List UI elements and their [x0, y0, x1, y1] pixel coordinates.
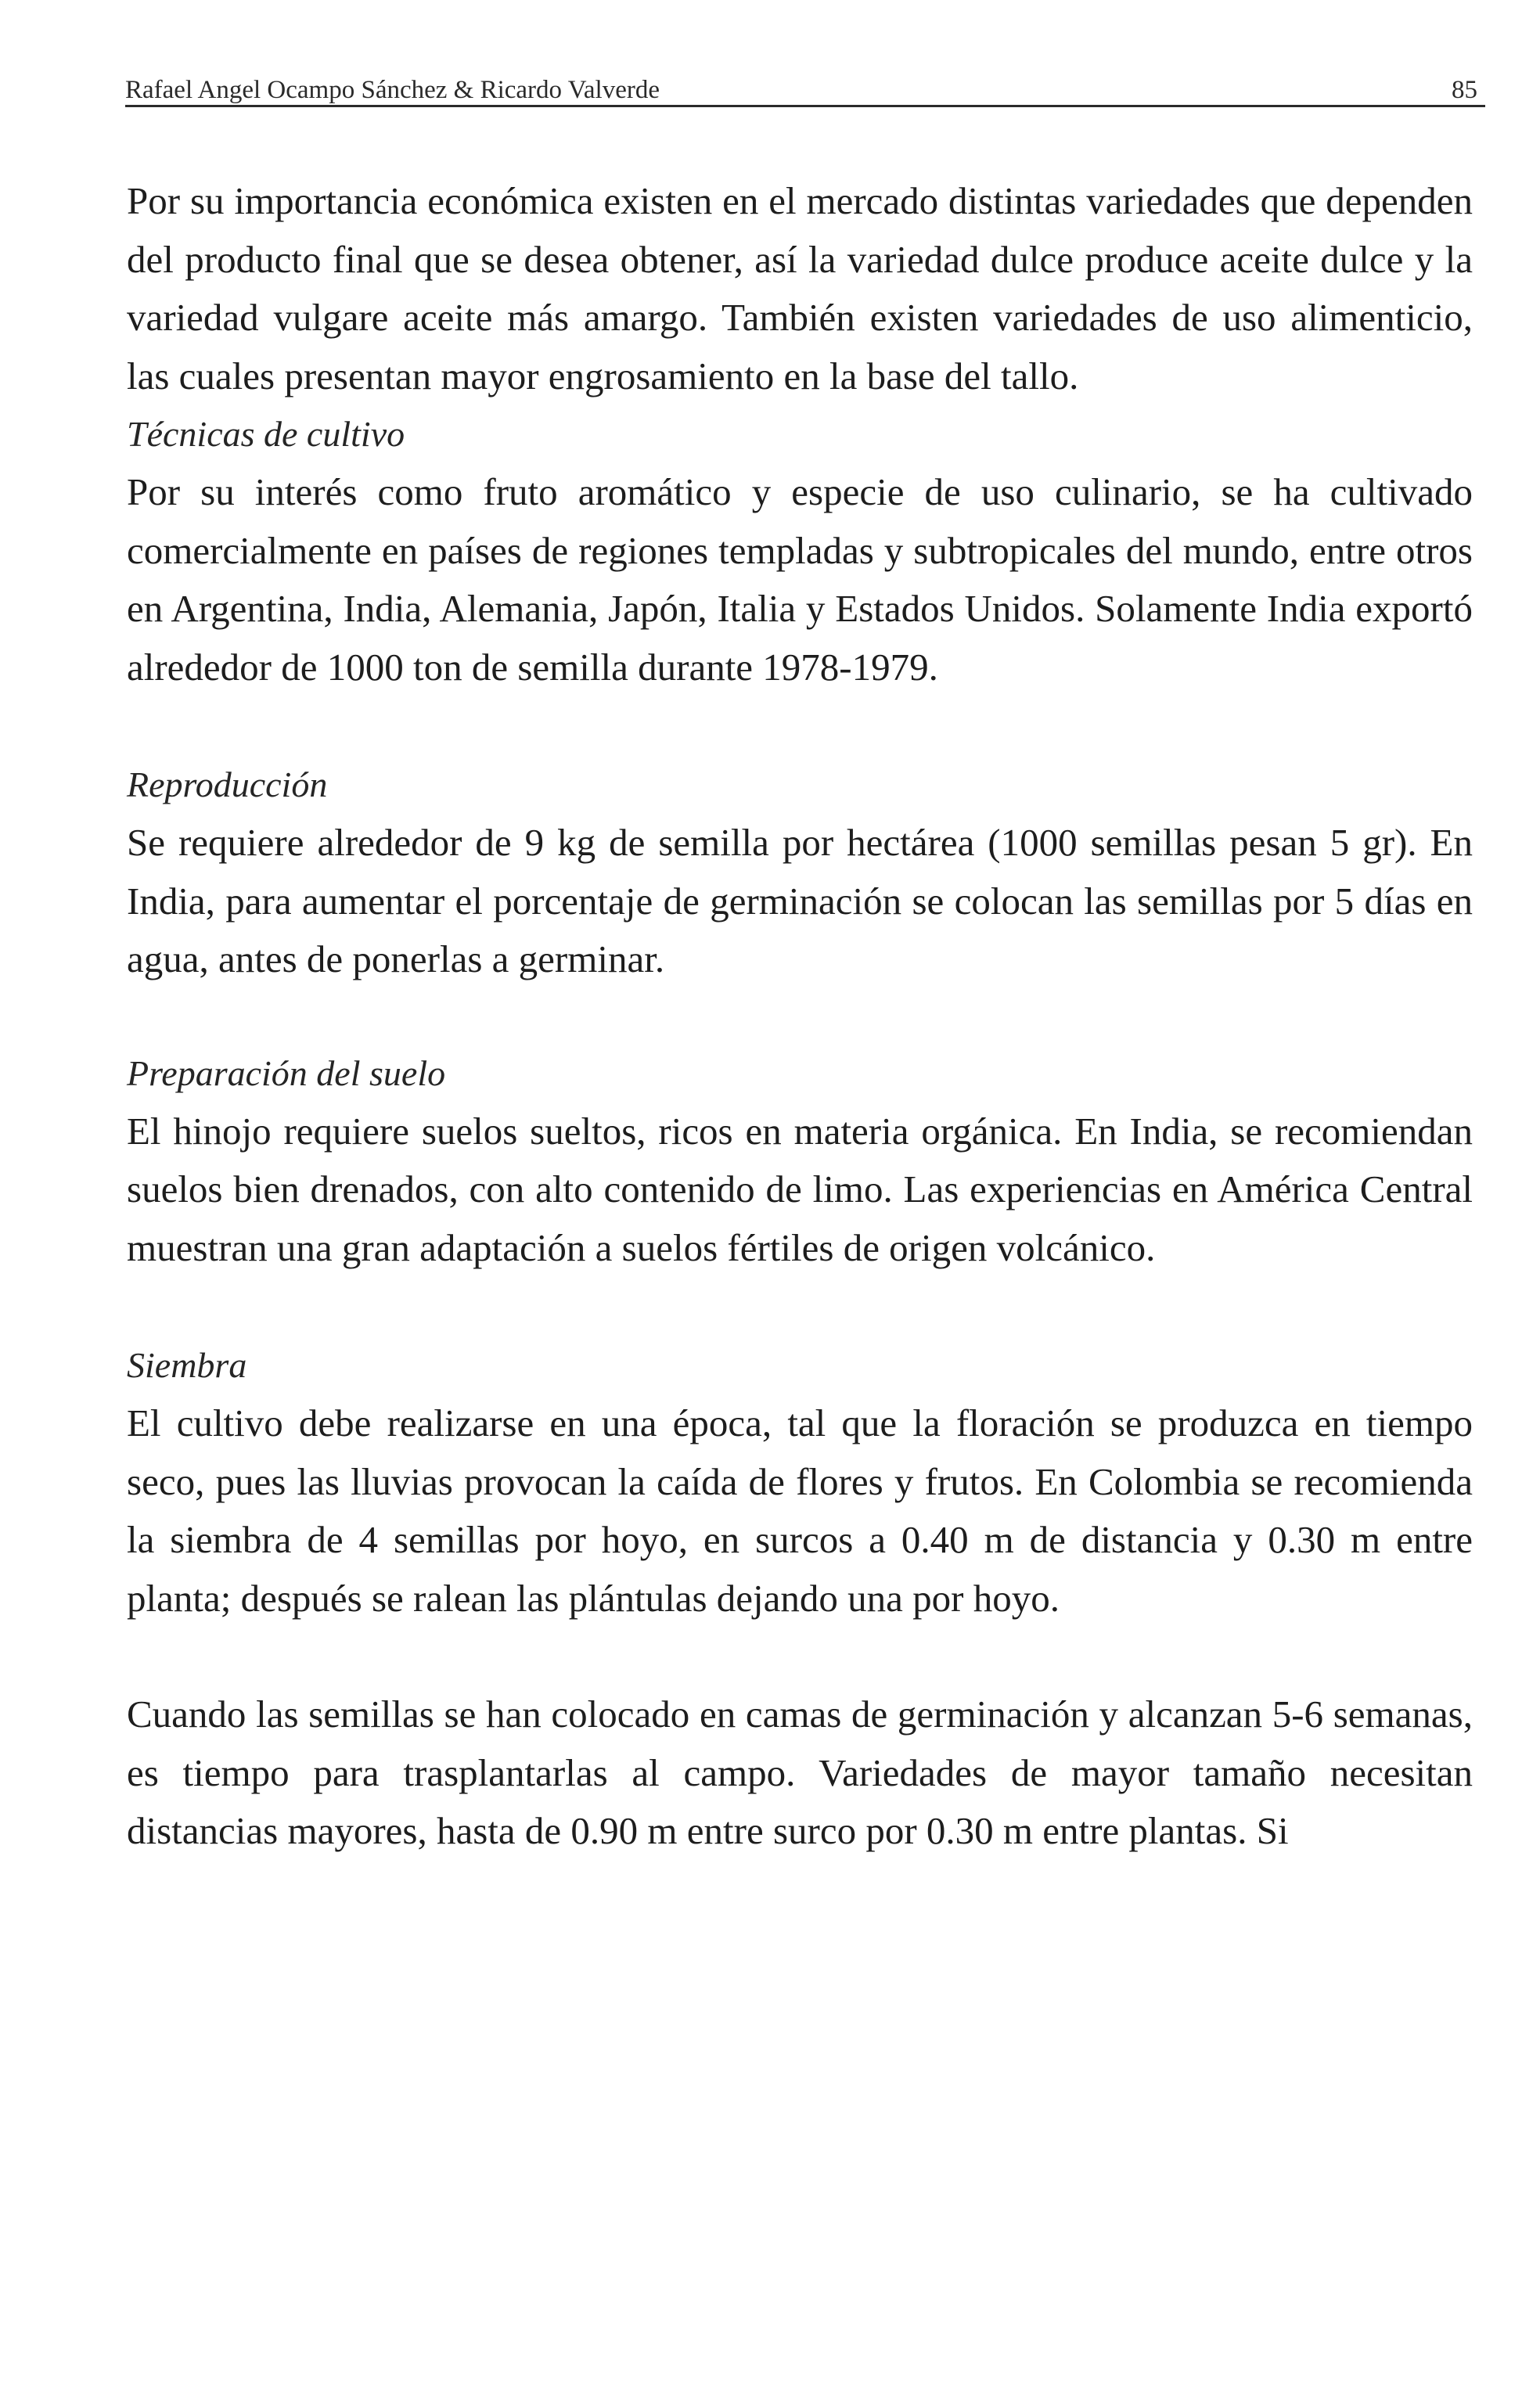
- section-preparacion-del-suelo: [127, 1045, 1473, 1278]
- section-paragraph: El cultivo debe realizarse en una época, tal que la floración se produzca en tiempo seco, pues las lluvias provocan la caída de flores y frutos. En Colombia se recomienda la siembra de 4 semillas por hoyo, en surcos a 0.40 m de distancia y 0.30 m entre planta; después se ralean las plántulas dejando una por hoyo.: [127, 1401, 1473, 1620]
- section-title: Siembra: [127, 1345, 247, 1385]
- page-number: 85: [1452, 76, 1477, 104]
- section-paragraph: El hinojo requiere suelos sueltos, ricos en materia orgánica. En India, se recomiendan suelos bien drenados, con alto contenido de limo. Las experiencias en América Central muestran una gran adaptación a suelos fértiles de origen volcánico.: [127, 1109, 1473, 1269]
- header-authors: Rafael Angel Ocampo Sánchez & Ricardo Valverde: [125, 76, 660, 104]
- section-title: Preparación del suelo: [127, 1052, 446, 1093]
- running-header: [125, 55, 1477, 105]
- section-title: Reproducción: [127, 764, 328, 804]
- section-paragraph: Se requiere alrededor de 9 kg de semilla por hectárea (1000 semillas pesan 5 gr). En India, para aumentar el porcentaje de germinación se colocan las semillas por 5 días en agua, antes de ponerlas a germinar.: [127, 821, 1473, 980]
- intro-paragraph: Por su importancia económica existen en el mercado distintas variedades que dependen del producto final que se desea obtener, así la variedad dulce produce aceite dulce y la variedad vulgare aceite más amargo. También existen variedades de uso alimenticio, las cuales presentan mayor engrosamiento en la base del tallo.: [127, 179, 1473, 398]
- section-reproduccion: [127, 756, 1473, 989]
- body-text: [127, 172, 1473, 1861]
- section-title: Técnicas de cultivo: [127, 414, 405, 454]
- section-siembra: [127, 1336, 1473, 1861]
- section-tecnicas-de-cultivo: [127, 405, 1473, 696]
- section-paragraph-continued: Cuando las semillas se han colocado en camas de germinación y alcanzan 5-6 semanas, es tiempo para trasplantarlas al campo. Variedades de mayor tamaño necesitan distancias mayores, hasta de 0.90 m entre surco por 0.30 m entre plantas. Si: [127, 1693, 1473, 1852]
- header-rule: [125, 105, 1485, 107]
- section-paragraph: Por su interés como fruto aromático y especie de uso culinario, se ha cultivado comercialmente en países de regiones templadas y subtropicales del mundo, entre otros en Argentina, India, Alemania, Japón, Italia y Estados Unidos. Solamente India exportó alrededor de 1000 ton de semilla durante 1978-1979.: [127, 470, 1473, 689]
